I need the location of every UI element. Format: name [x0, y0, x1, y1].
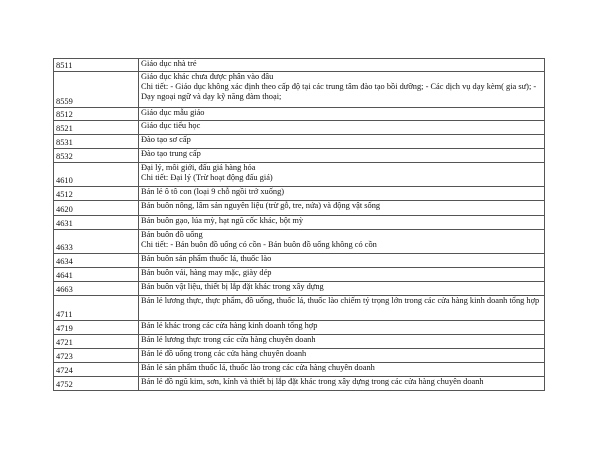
description-line: Giáo dục mẫu giáo [141, 108, 205, 117]
description-line: Bán lẻ ô tô con (loại 9 chỗ ngồi trở xuống) [141, 187, 285, 196]
industry-code-cell: 4620 [54, 201, 139, 216]
description-line: Đào tạo sơ cấp [141, 135, 191, 144]
description-line: Chi tiết: - Bán buôn đồ uống có cồn - Bán buôn đồ uống không có cồn [141, 240, 377, 249]
industry-description-cell [139, 216, 545, 230]
table-row [54, 230, 545, 254]
description-line: Đại lý, môi giới, đấu giá hàng hóa [141, 163, 256, 172]
industry-description-cell [139, 121, 545, 135]
industry-description-cell [139, 108, 545, 121]
industry-code-cell: 4610 [54, 163, 139, 187]
industry-code-cell: 4512 [54, 187, 139, 201]
description-line: Bán buôn nông, lâm sản nguyên liệu (trừ gỗ, tre, nứa) và động vật sống [141, 201, 381, 210]
industry-code-cell: 8511 [54, 59, 139, 72]
industry-description-cell [139, 321, 545, 335]
industry-code-cell: 4711 [54, 296, 139, 321]
industry-code-cell: 4631 [54, 216, 139, 230]
industry-description-cell [139, 149, 545, 163]
table-row [54, 216, 545, 230]
industry-code-cell: 8531 [54, 135, 139, 149]
table-row [54, 59, 545, 72]
description-line: Giáo dục khác chưa được phân vào đâu [141, 72, 274, 81]
industry-code-cell: 8512 [54, 108, 139, 121]
industry-code-cell: 8559 [54, 72, 139, 108]
industry-description-cell [139, 296, 545, 321]
industry-code-cell: 4641 [54, 268, 139, 282]
industry-description-cell [139, 268, 545, 282]
table-row [54, 149, 545, 163]
industry-code-cell: 4719 [54, 321, 139, 335]
description-line: Đào tạo trung cấp [141, 149, 201, 158]
table-row [54, 163, 545, 187]
industry-code-cell: 4634 [54, 254, 139, 268]
industry-description-cell [139, 254, 545, 268]
industry-code-cell: 8532 [54, 149, 139, 163]
industry-description-cell [139, 349, 545, 363]
industry-description-cell [139, 335, 545, 349]
industry-description-cell [139, 377, 545, 391]
table-row [54, 135, 545, 149]
description-line: Bán buôn vật liệu, thiết bị lắp đặt khác trong xây dựng [141, 282, 324, 291]
industry-code-cell: 4723 [54, 349, 139, 363]
table-row [54, 201, 545, 216]
table-row [54, 108, 545, 121]
description-line: Chi tiết: - Giáo dục không xác định theo cấp độ tại các trung tâm đào tạo bồi dưỡng; - Các dịch vụ dạy kèm( gia sư); - Dạy ngoại ngữ và dạy kỹ năng đàm thoại; [141, 82, 537, 101]
table-row [54, 187, 545, 201]
industry-code-cell: 4724 [54, 363, 139, 377]
industry-description-cell [139, 282, 545, 296]
table-row [54, 349, 545, 363]
table-row [54, 282, 545, 296]
table-row [54, 321, 545, 335]
description-line: Bán lẻ khác trong các cửa hàng kinh doanh tổng hợp [141, 321, 318, 330]
industry-description-cell [139, 230, 545, 254]
table-row [54, 363, 545, 377]
description-line: Bán buôn đồ uống [141, 230, 203, 239]
description-line: Bán lẻ đồ ngũ kim, sơn, kính và thiết bị lắp đặt khác trong xây dựng trong các cửa hàng chuyên doanh [141, 377, 484, 386]
industry-description-cell [139, 363, 545, 377]
business-code-table [53, 58, 545, 391]
industry-description-cell [139, 201, 545, 216]
table-row [54, 72, 545, 108]
table-row [54, 377, 545, 391]
description-line: Bán lẻ lương thực trong các cửa hàng chuyên doanh [141, 335, 316, 344]
description-line: Bán lẻ sản phẩm thuốc lá, thuốc lào trong các cửa hàng chuyên doanh [141, 363, 375, 372]
table-row [54, 254, 545, 268]
description-line: Giáo dục nhà trẻ [141, 59, 197, 68]
industry-code-cell: 4663 [54, 282, 139, 296]
description-line: Bán buôn vải, hàng may mặc, giày dép [141, 268, 272, 277]
table-row [54, 296, 545, 321]
description-line: Bán lẻ lương thực, thực phẩm, đồ uống, thuốc lá, thuốc lào chiếm tỷ trọng lớn trong các cửa hàng kinh doanh tổng hợp [141, 296, 540, 305]
industry-code-cell: 4752 [54, 377, 139, 391]
table-row [54, 268, 545, 282]
industry-description-cell [139, 163, 545, 187]
table-row [54, 121, 545, 135]
description-line: Bán buôn gạo, lúa mỳ, hạt ngũ cốc khác, bột mỳ [141, 216, 304, 225]
industry-description-cell [139, 187, 545, 201]
description-line: Bán lẻ đồ uống trong các cửa hàng chuyên doanh [141, 349, 307, 358]
description-line: Giáo dục tiểu học [141, 121, 201, 130]
industry-description-cell [139, 59, 545, 72]
industry-code-cell: 4633 [54, 230, 139, 254]
industry-description-cell [139, 72, 545, 108]
industry-code-cell: 8521 [54, 121, 139, 135]
industry-description-cell [139, 135, 545, 149]
table-body [54, 59, 545, 391]
industry-code-cell: 4721 [54, 335, 139, 349]
description-line: Bán buôn sản phẩm thuốc lá, thuốc lào [141, 254, 272, 263]
description-line: Chi tiết: Đại lý (Trừ hoạt động đấu giá) [141, 173, 273, 182]
table-row [54, 335, 545, 349]
